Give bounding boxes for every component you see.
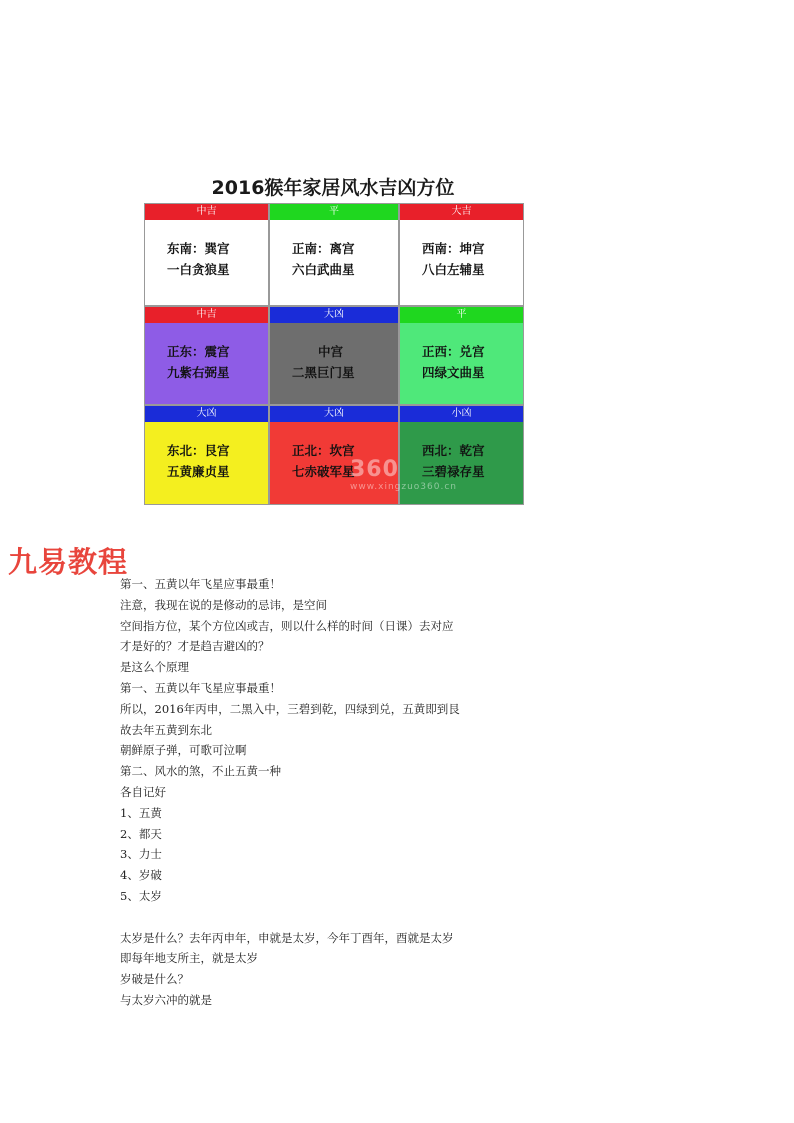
cell-direction: 西南：坤宫 <box>422 241 485 256</box>
cell-status-bar: 平 <box>400 307 523 323</box>
watermark <box>350 457 457 492</box>
cell-status-bar: 大凶 <box>270 307 398 323</box>
text-line: 5、太岁 <box>120 888 162 903</box>
cell-status-bar: 大凶 <box>145 406 268 422</box>
text-line: 3、力士 <box>120 847 162 862</box>
text-line: 太岁是什么？去年丙申年，申就是太岁，今年丁酉年，酉就是太岁 <box>120 930 454 945</box>
cell-star: 六白武曲星 <box>292 262 355 277</box>
cell-star: 七赤破军星 <box>292 464 355 479</box>
figure-title: 2016猴年家居风水吉凶方位 <box>211 177 455 199</box>
text-line: 第二、风水的煞，不止五黄一种 <box>120 764 281 779</box>
text-line: 岁破是什么？ <box>120 972 189 987</box>
cell-status-bar: 大吉 <box>400 204 523 220</box>
text-line: 第一、五黄以年飞星应事最重！ <box>120 577 281 591</box>
cell-text <box>270 220 398 280</box>
text-line: 所以，2016年丙申，二黑入中，三碧到乾，四绿到兑，五黄即到艮 <box>120 701 460 716</box>
cell-text <box>270 323 398 383</box>
text-line: 第一、五黄以年飞星应事最重！ <box>120 680 281 695</box>
grid-cell <box>269 306 399 405</box>
blank-line <box>120 907 520 928</box>
cell-star: 五黄廉贞星 <box>167 464 230 479</box>
cell-direction: 东南：巽宫 <box>167 241 230 256</box>
text-line: 即每年地支所主，就是太岁 <box>120 951 258 966</box>
grid-cell <box>144 306 269 405</box>
text-line: 各自记好 <box>120 784 166 799</box>
text-line: 1、五黄 <box>120 805 162 820</box>
grid-cell <box>144 405 269 505</box>
text-line: 是这么个原理 <box>120 660 189 675</box>
cell-status-bar: 中吉 <box>145 307 268 323</box>
cell-direction: 正东：震宫 <box>167 344 230 359</box>
cell-direction: 西北：乾宫 <box>422 443 485 458</box>
cell-text <box>145 323 268 383</box>
cell-status-bar: 小凶 <box>400 406 523 422</box>
grid-cell <box>269 203 399 306</box>
watermark-logo: 360 <box>350 457 399 482</box>
cell-text <box>145 220 268 280</box>
cell-text <box>145 422 268 482</box>
cell-star: 九紫右弼星 <box>167 365 230 380</box>
cell-direction: 中宫 <box>318 344 344 359</box>
cell-direction: 正南：离宫 <box>292 241 355 256</box>
text-line: 朝鲜原子弹，可歌可泣啊 <box>120 743 247 758</box>
text-line: 故去年五黄到东北 <box>120 722 212 737</box>
cell-star: 二黑巨门星 <box>292 365 355 380</box>
text-line: 4、岁破 <box>120 868 162 883</box>
cell-star: 一白贪狼星 <box>167 262 230 277</box>
cell-status-bar: 平 <box>270 204 398 220</box>
text-line: 与太岁六冲的就是 <box>120 992 212 1007</box>
cell-status-bar: 大凶 <box>270 406 398 422</box>
brand-logo: 九易教程 <box>8 545 129 579</box>
cell-direction: 东北：艮宫 <box>167 443 230 458</box>
cell-star: 四绿文曲星 <box>422 365 485 380</box>
cell-status-bar: 中吉 <box>145 204 268 220</box>
article-body <box>120 574 520 1011</box>
cell-text <box>400 323 523 383</box>
grid-cell <box>399 203 524 306</box>
grid-cell <box>399 306 524 405</box>
fengshui-figure <box>140 165 526 511</box>
text-line: 2、都天 <box>120 826 162 841</box>
cell-star: 八白左辅星 <box>422 262 485 277</box>
cell-direction: 正北：坎宫 <box>292 443 355 458</box>
grid-cell <box>144 203 269 306</box>
fengshui-grid <box>144 203 524 505</box>
cell-star: 三碧禄存星 <box>422 464 485 479</box>
watermark-url: www.xingzuo360.cn <box>350 482 457 492</box>
text-line: 注意，我现在说的是修动的忌讳，是空间 <box>120 597 327 612</box>
text-line: 才是好的？才是趋吉避凶的？ <box>120 639 270 654</box>
cell-direction: 正西：兑宫 <box>422 344 485 359</box>
text-line: 空间指方位，某个方位凶或吉，则以什么样的时间（日课）去对应 <box>120 618 454 633</box>
cell-text <box>400 220 523 280</box>
